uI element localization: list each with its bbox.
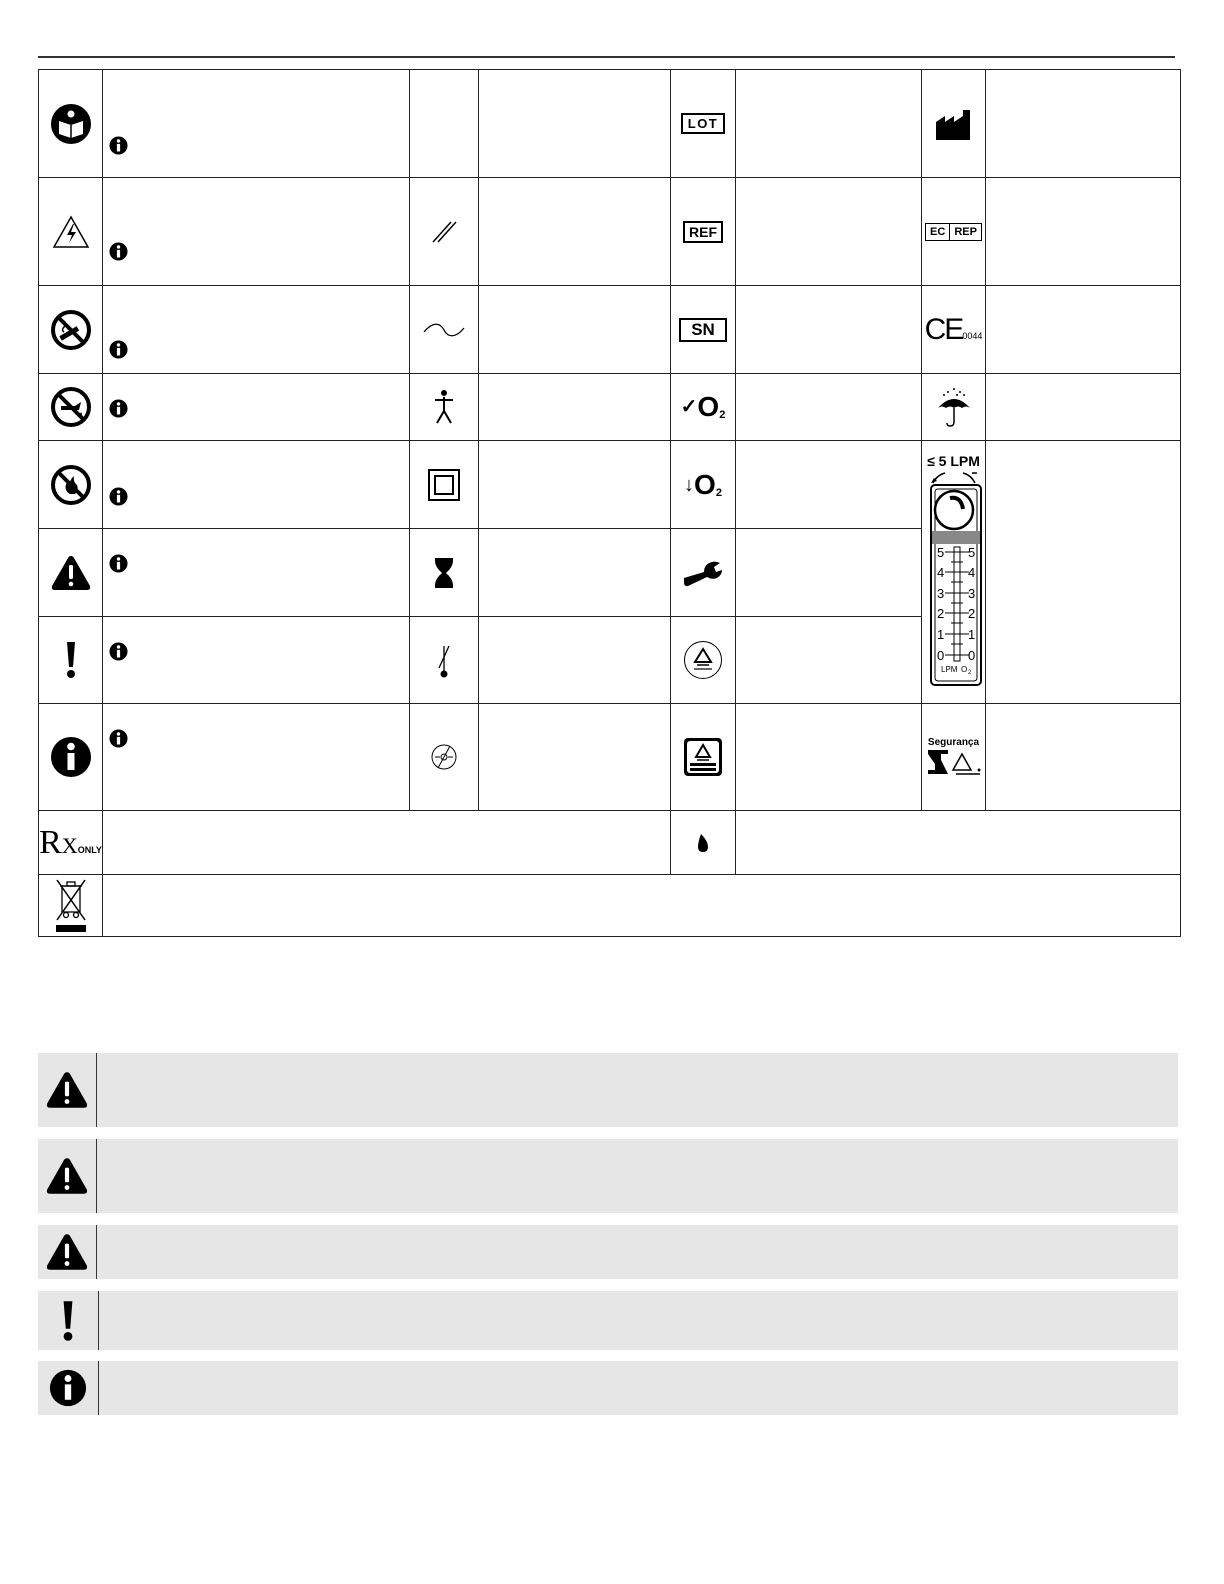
- description-cell: [986, 70, 1181, 178]
- no-oil-grease-icon: [50, 386, 92, 428]
- no-smoking-icon: [50, 309, 92, 351]
- description-cell: [736, 286, 922, 374]
- symbol-cell: [922, 178, 986, 286]
- description-cell: [103, 441, 410, 529]
- symbol-cell: [39, 70, 103, 178]
- info-icon: [109, 242, 128, 261]
- symbol-cell: [39, 286, 103, 374]
- symbol-cell: [410, 286, 479, 374]
- electrical-hazard-icon: [52, 215, 90, 249]
- temperature-limit-icon: [434, 640, 454, 680]
- information-icon: [49, 1369, 87, 1407]
- description-cell: [736, 374, 922, 441]
- table-row: [39, 875, 1181, 937]
- flowmeter-scale-right: 4: [967, 565, 975, 580]
- description-cell: [736, 70, 922, 178]
- callout-icon-cell: [38, 1053, 97, 1127]
- description-cell: [479, 70, 671, 178]
- description-cell: [736, 617, 922, 704]
- info-icon: [109, 729, 128, 748]
- o2-subscript: 2: [719, 409, 726, 421]
- symbol-cell: [922, 441, 986, 704]
- description-cell: [103, 178, 410, 286]
- flowmeter-scale-left: 2: [936, 606, 944, 621]
- symbol-cell: [39, 529, 103, 617]
- caution-exclamation-icon: [64, 640, 78, 680]
- description-cell: [986, 441, 1181, 704]
- flowmeter-scale-left: 3: [936, 586, 944, 601]
- symbol-cell: [39, 811, 103, 875]
- description-cell: [479, 178, 671, 286]
- description-cell: [479, 374, 671, 441]
- keep-dry-umbrella-icon: [934, 386, 974, 428]
- sn-label: SN: [679, 318, 727, 342]
- caution-exclamation-icon: [60, 1299, 76, 1343]
- callout-icon-cell: [38, 1139, 97, 1213]
- info-icon: [109, 340, 128, 359]
- flowmeter-scale-right: 2: [967, 606, 975, 621]
- flowmeter-scale-right: 5: [967, 545, 975, 560]
- flowmeter-scale-left: 0: [936, 648, 944, 663]
- description-cell: [986, 178, 1181, 286]
- seguranca-label: Segurança: [927, 736, 980, 748]
- description-cell: [103, 617, 410, 704]
- check-mark-icon: ✓: [680, 396, 698, 418]
- symbol-cell: [410, 617, 479, 704]
- o2-normal-indicator: [681, 391, 726, 422]
- description-cell: [479, 441, 671, 529]
- symbol-cell: [671, 374, 736, 441]
- info-icon: [109, 554, 128, 573]
- symbol-cell: [671, 178, 736, 286]
- symbol-cell: [671, 70, 736, 178]
- rx-only-text: ONLY: [77, 844, 102, 855]
- o2-low-indicator: [684, 469, 722, 500]
- read-manual-icon: [50, 103, 92, 145]
- symbol-cell: [410, 70, 479, 178]
- table-row: [39, 70, 1181, 178]
- cycle-device-icon: [429, 742, 459, 772]
- description-cell: [986, 286, 1181, 374]
- rx-only-mark: [39, 824, 102, 861]
- flowmeter-lpm: LPM: [940, 665, 957, 674]
- flowmeter-scale-right: 3: [967, 586, 975, 601]
- description-cell: [736, 529, 922, 617]
- flowmeter-scale-right: 1: [967, 627, 975, 642]
- description-cell: [736, 178, 922, 286]
- symbol-cell: [410, 441, 479, 529]
- info-icon: [109, 487, 128, 506]
- warning-callout: [38, 1053, 1178, 1127]
- table-row: [39, 374, 1181, 441]
- note-callout: [38, 1361, 1178, 1415]
- symbol-cell: [671, 617, 736, 704]
- table-row: [39, 441, 1181, 529]
- caution-callout: [38, 1291, 1178, 1350]
- callout-icon-cell: [38, 1291, 99, 1350]
- symbol-cell: [39, 374, 103, 441]
- o2-text: O: [694, 468, 716, 500]
- symbol-cell: [671, 811, 736, 875]
- description-cell: [986, 704, 1181, 811]
- ce-number: 0044: [962, 330, 983, 341]
- rx-r: R: [39, 823, 62, 861]
- symbol-cell: [922, 70, 986, 178]
- symbol-cell: [922, 374, 986, 441]
- wrench-icon: [682, 558, 724, 588]
- information-icon: [50, 736, 92, 778]
- description-cell: [479, 286, 671, 374]
- manufacturer-icon: [934, 106, 974, 142]
- flowmeter-title: ≤ 5 LPM: [927, 453, 980, 469]
- alternating-current-icon: [422, 322, 466, 338]
- lot-label: LOT: [681, 113, 726, 134]
- warning-icon: [45, 1156, 89, 1196]
- symbols-table: [38, 69, 1181, 937]
- description-cell: [479, 617, 671, 704]
- description-cell: [736, 441, 922, 529]
- symbol-cell: [671, 286, 736, 374]
- description-cell: [103, 70, 410, 178]
- description-cell: [103, 811, 671, 875]
- warning-callout: [38, 1225, 1178, 1279]
- symbol-cell: [671, 704, 736, 811]
- symbol-cell: [39, 617, 103, 704]
- description-cell: [479, 704, 671, 811]
- symbol-cell: [39, 441, 103, 529]
- table-row: [39, 811, 1181, 875]
- symbol-cell: [39, 704, 103, 811]
- inmetro-seguranca-icon: [926, 748, 982, 778]
- description-cell: [103, 875, 1181, 937]
- flowmeter-o2-sub: 2: [967, 670, 971, 676]
- symbol-cell: [671, 441, 736, 529]
- callout-icon-cell: [38, 1225, 97, 1279]
- symbol-cell: [922, 704, 986, 811]
- down-arrow-icon: ↓: [684, 473, 695, 496]
- symbol-cell: [410, 529, 479, 617]
- warning-icon: [45, 1070, 89, 1110]
- symbol-cell: [671, 529, 736, 617]
- ec-text: EC: [930, 226, 946, 238]
- description-cell: [986, 374, 1181, 441]
- description-cell: [736, 811, 1181, 875]
- info-icon: [109, 642, 128, 661]
- description-cell: [103, 704, 410, 811]
- o2-subscript: 2: [715, 486, 722, 499]
- direct-current-icon: [429, 218, 459, 246]
- info-icon: [109, 399, 128, 418]
- drop-icon: [696, 833, 710, 853]
- description-cell: [479, 529, 671, 617]
- type-b-applied-part-icon: [433, 389, 455, 425]
- flowmeter-o2: O: [960, 665, 967, 674]
- warning-callout: [38, 1139, 1178, 1213]
- table-row: [39, 704, 1181, 811]
- callout-icon-cell: [38, 1361, 99, 1415]
- symbol-cell: [39, 875, 103, 937]
- hourglass-icon: [433, 557, 455, 589]
- symbol-cell: [410, 374, 479, 441]
- table-row: [39, 286, 1181, 374]
- description-cell: [103, 529, 410, 617]
- symbol-cell: [39, 178, 103, 286]
- weee-crossed-bin-icon: [54, 878, 88, 934]
- flowmeter-scale-left: 1: [936, 627, 944, 642]
- rep-text: REP: [949, 224, 981, 240]
- symbol-cell: [922, 286, 986, 374]
- top-rule: [38, 56, 1175, 58]
- ec-rep-label: [925, 223, 982, 241]
- class-ii-equipment-icon: [427, 468, 461, 502]
- flowmeter-scale-right: 0: [967, 648, 975, 663]
- no-open-flame-icon: [50, 464, 92, 506]
- description-cell: [103, 286, 410, 374]
- symbol-cell: [410, 704, 479, 811]
- info-icon: [109, 136, 128, 155]
- tuv-certified-badge-icon: [683, 737, 723, 777]
- symbol-cell: [410, 178, 479, 286]
- rx-x: X: [61, 832, 78, 858]
- ce-mark: CE0044: [924, 312, 983, 346]
- flowmeter-icon: [923, 469, 985, 689]
- o2-text: O: [697, 391, 720, 422]
- flowmeter-scale-left: 4: [936, 565, 944, 580]
- warning-icon: [50, 554, 92, 592]
- ref-label: REF: [683, 221, 723, 243]
- description-cell: [103, 374, 410, 441]
- tuv-rheinland-mark-icon: [683, 640, 723, 680]
- table-row: [39, 178, 1181, 286]
- description-cell: [736, 704, 922, 811]
- flowmeter-scale-left: 5: [936, 545, 944, 560]
- warning-icon: [45, 1232, 89, 1272]
